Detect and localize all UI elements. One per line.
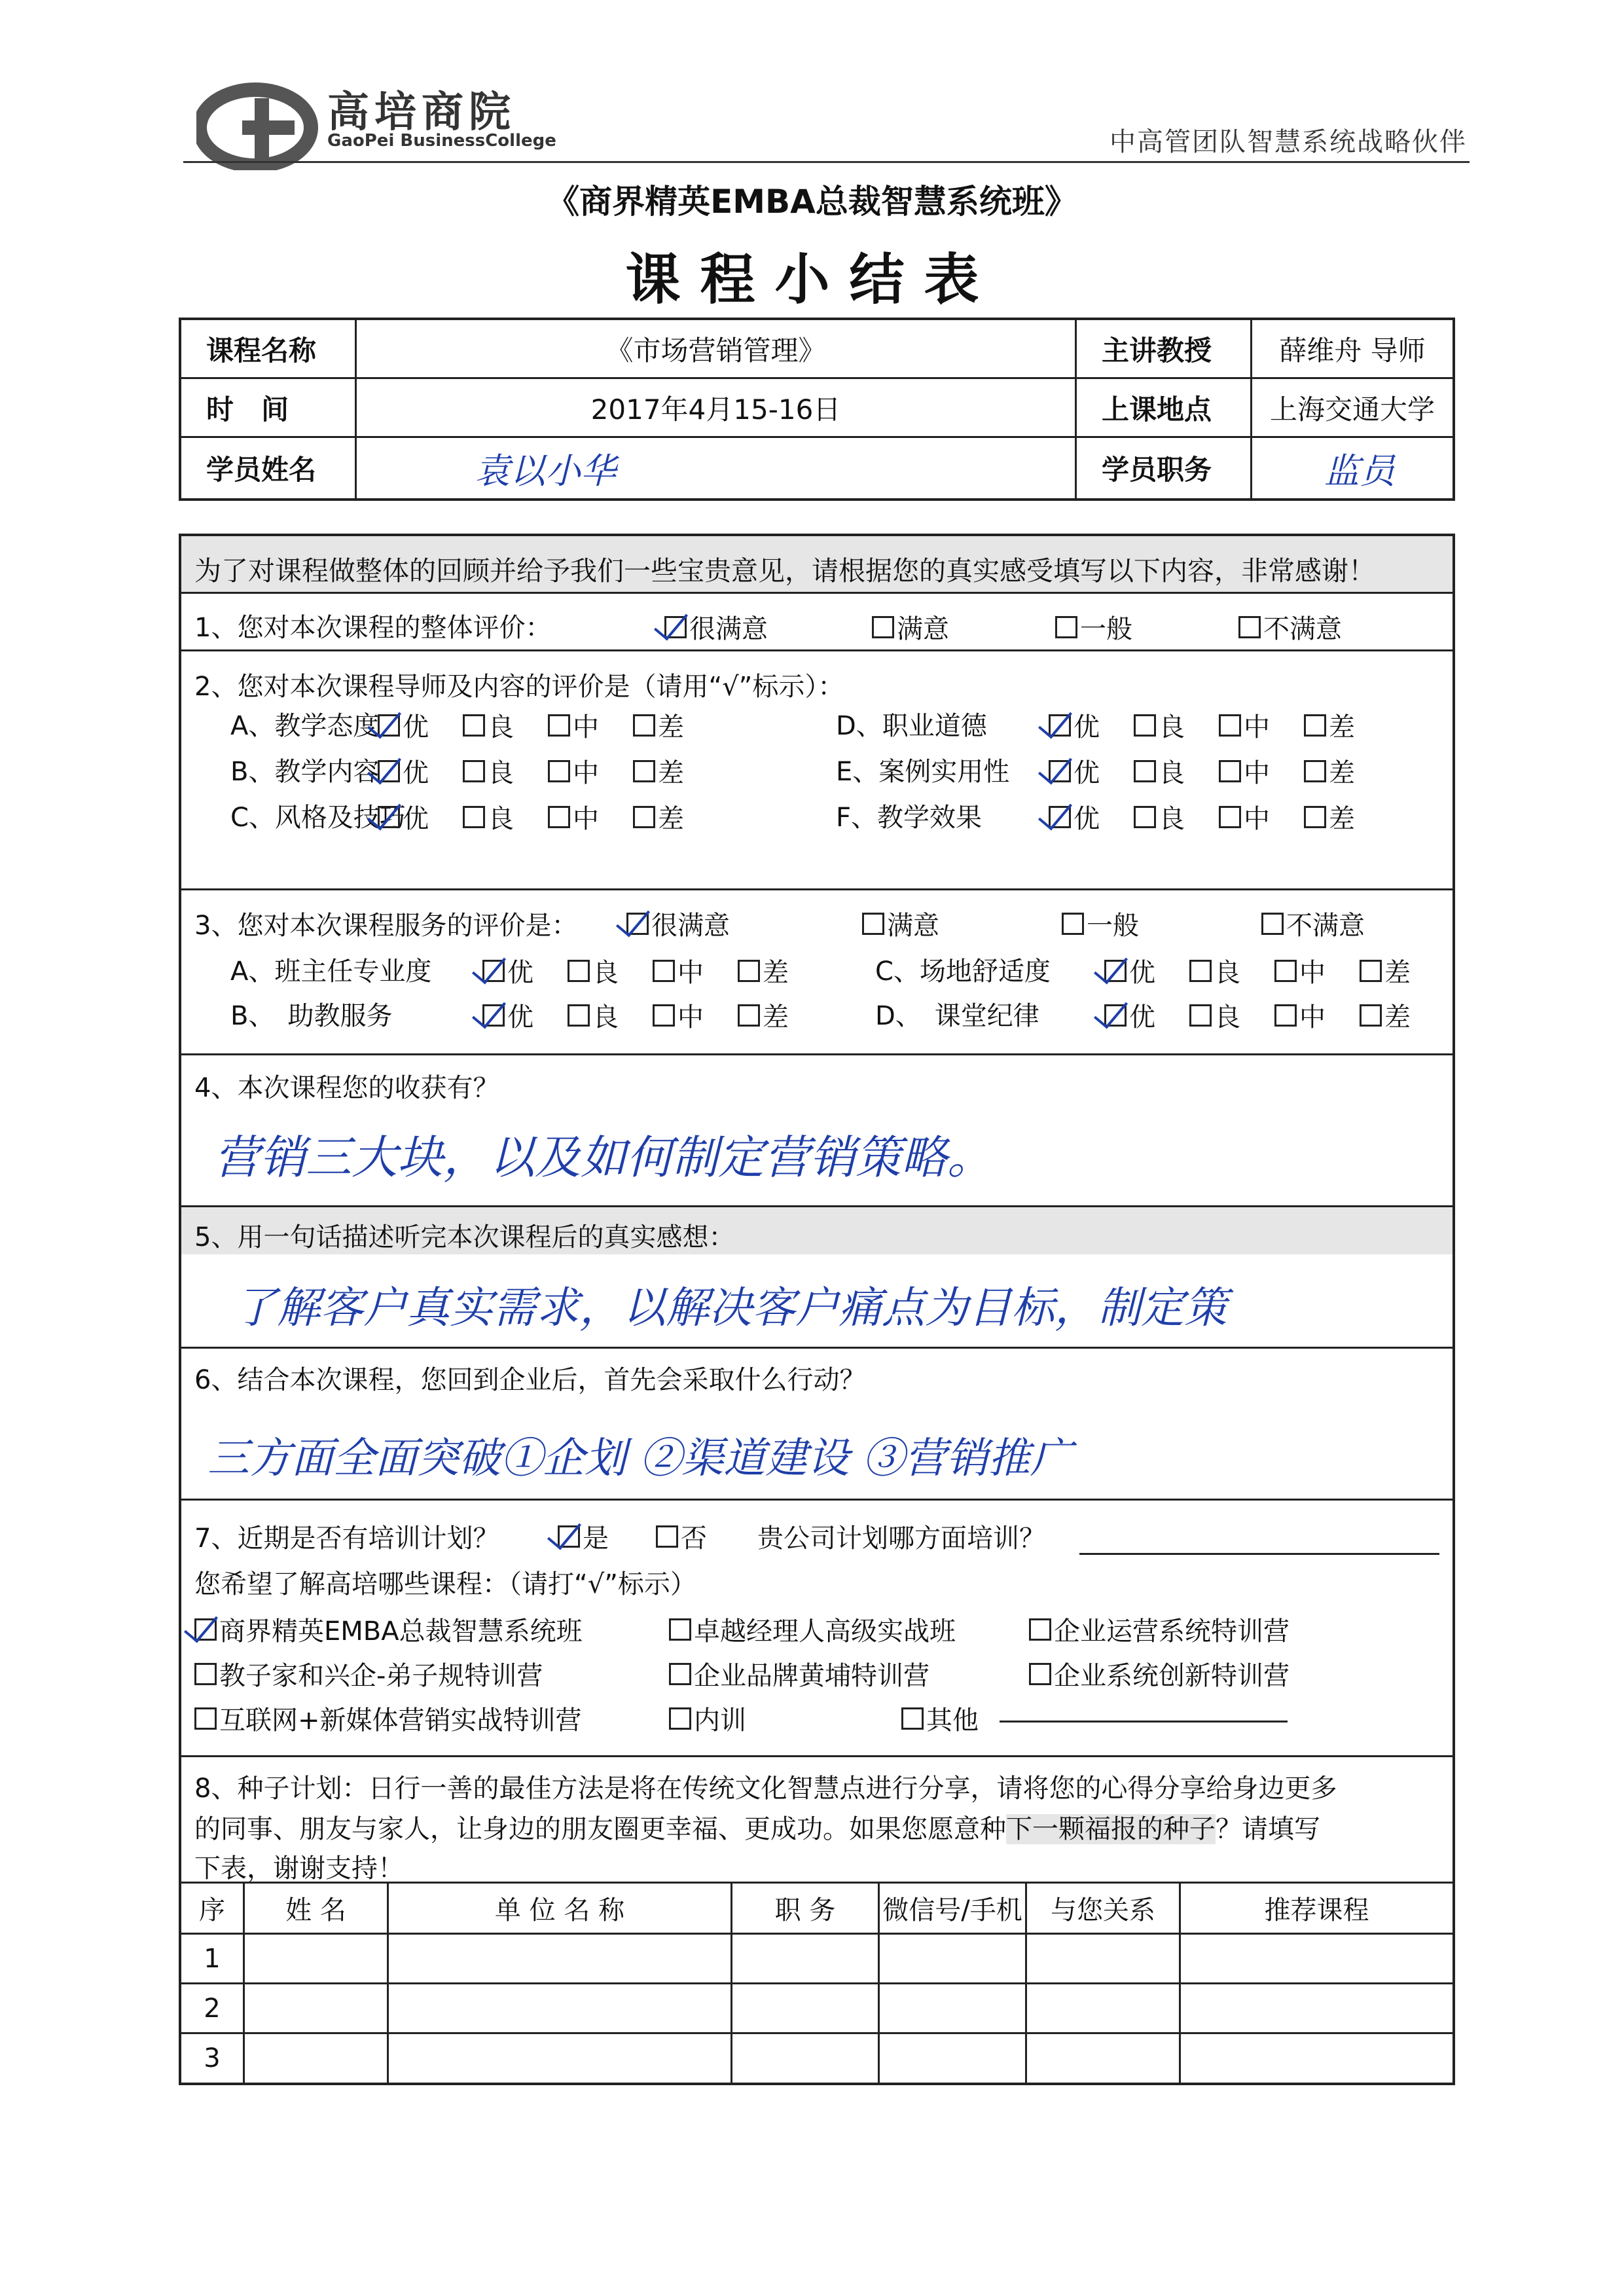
q2-grade-option[interactable]: 差	[1304, 798, 1355, 835]
checkbox-checked-icon[interactable]	[1049, 714, 1071, 737]
checkbox-icon[interactable]	[1189, 1004, 1212, 1027]
seed-table-cell[interactable]	[1027, 2034, 1181, 2083]
seed-column-header: 微信号/手机	[880, 1884, 1027, 1933]
checkbox-icon[interactable]	[1360, 1004, 1382, 1027]
checkbox-icon[interactable]	[1029, 1618, 1051, 1641]
seed-table-cell[interactable]	[389, 1984, 732, 2032]
checkbox-icon[interactable]	[738, 1004, 760, 1027]
q2-grade-option[interactable]: 优	[378, 706, 429, 744]
checkbox-icon[interactable]	[1304, 760, 1326, 782]
survey-intro	[181, 536, 1453, 594]
student-name-field[interactable]: 袁以小华	[357, 438, 1077, 498]
q3-section	[181, 890, 1453, 1055]
q2-grade-option[interactable]: 差	[1304, 752, 1355, 790]
q2-grade-option[interactable]: 中	[548, 706, 599, 744]
checkbox-icon[interactable]	[548, 714, 570, 737]
student-name-label: 学员姓名	[181, 438, 357, 498]
q1-option-unsatisfied[interactable]: 不满意	[1238, 608, 1342, 646]
checkbox-icon[interactable]	[1062, 913, 1084, 935]
q2-grade-option[interactable]: 中	[1219, 706, 1270, 744]
info-row	[181, 438, 1453, 498]
checkbox-icon[interactable]	[862, 913, 884, 935]
q3-grade-option[interactable]: 良	[1189, 952, 1240, 989]
checkbox-icon[interactable]	[548, 806, 570, 828]
q2-grade-option[interactable]: 中	[548, 798, 599, 835]
course-name-value[interactable]: 《市场营销管理》	[357, 320, 1077, 377]
checkbox-checked-icon[interactable]	[194, 1618, 217, 1641]
q8-text-line-3: 下表，谢谢支持！	[194, 1853, 404, 1884]
header-divider	[183, 161, 1470, 163]
seed-table-cell[interactable]	[389, 2034, 732, 2083]
q2-grade-option[interactable]: 中	[1219, 752, 1270, 790]
q7-course-option[interactable]: 教子家和兴企-弟子规特训营	[194, 1655, 543, 1692]
page-title: 课程小结表	[625, 247, 999, 312]
venue-label: 上课地点	[1077, 379, 1252, 436]
q2-grade-option[interactable]: 优	[1049, 752, 1100, 790]
seed-column-header: 单 位 名 称	[389, 1884, 732, 1933]
checkbox-icon[interactable]	[1029, 1663, 1051, 1685]
q3-item-label: A、班主任专业度	[230, 957, 432, 987]
seed-table-cell[interactable]	[1027, 1984, 1181, 2032]
seed-column-header: 推荐课程	[1264, 1895, 1369, 1925]
q2-grade-option[interactable]: 良	[463, 752, 514, 790]
checkbox-checked-icon[interactable]	[558, 1525, 580, 1548]
q3-grade-option[interactable]: 中	[1274, 996, 1326, 1034]
checkbox-icon[interactable]	[463, 806, 485, 828]
checkbox-checked-icon[interactable]	[1049, 806, 1071, 828]
q3-item-label: D、 课堂纪律	[875, 1001, 1039, 1031]
intro-text: 为了对课程做整体的回顾并给予我们一些宝贵意见，请根据您的真实感受填写以下内容，非常感谢！	[194, 555, 1375, 587]
q2-grade-option[interactable]: 优	[1049, 706, 1100, 744]
checkbox-checked-icon[interactable]	[378, 714, 400, 737]
checkbox-icon[interactable]	[1219, 760, 1241, 782]
q3-item-label: C、场地舒适度	[875, 957, 1051, 987]
seed-table-cell[interactable]	[389, 1935, 732, 1982]
q3-grade-option[interactable]: 中	[653, 952, 704, 989]
seed-column-header: 与您关系	[1027, 1884, 1181, 1933]
checkbox-icon[interactable]	[1134, 806, 1156, 828]
course-name-label: 课程名称	[181, 320, 357, 377]
q1-section	[181, 594, 1453, 651]
checkbox-checked-icon[interactable]	[378, 806, 400, 828]
q1-option-very-satisfied[interactable]: 很满意	[664, 608, 768, 646]
checkbox-icon[interactable]	[1189, 960, 1212, 982]
seed-table-cell[interactable]	[1181, 1984, 1453, 2032]
checkbox-icon[interactable]	[1238, 616, 1261, 638]
checkbox-icon[interactable]	[463, 714, 485, 737]
q5-label: 5、用一句话描述听完本次课程后的真实感想：	[194, 1222, 735, 1252]
q6-answer[interactable]: 三方面全面突破①企划 ②渠道建设 ③营销推广	[208, 1434, 1072, 1483]
q4-section	[181, 1055, 1453, 1207]
q7-section	[181, 1501, 1453, 1757]
checkbox-icon[interactable]	[194, 1707, 217, 1730]
checkbox-checked-icon[interactable]	[1104, 960, 1127, 982]
q7-course-option[interactable]: 互联网+新媒体营销实战特训营	[194, 1700, 582, 1737]
table-row	[181, 1982, 1453, 2032]
seed-column-header: 姓 名	[245, 1884, 389, 1933]
time-label: 时 间	[181, 379, 357, 436]
q8-text-line-2: 的同事、朋友与家人，让身边的朋友圈更幸福、更成功。如果您愿意种下一颗福报的种子？请填写	[194, 1814, 1320, 1844]
q2-section	[181, 651, 1453, 890]
checkbox-icon[interactable]	[568, 1004, 590, 1027]
checkbox-icon[interactable]	[633, 760, 655, 782]
q7-which-input-line[interactable]	[1079, 1553, 1439, 1555]
venue-value[interactable]: 上海交通大学	[1269, 393, 1435, 426]
q3-grade-option[interactable]: 差	[738, 996, 789, 1034]
q5-answer[interactable]: 了解客户真实需求，以解决客户痛点为目标，制定策	[234, 1283, 1227, 1333]
q3-grade-option[interactable]: 优	[482, 996, 533, 1034]
q2-grade-option[interactable]: 差	[633, 752, 684, 790]
q3-grade-option[interactable]: 差	[738, 952, 789, 989]
checkbox-icon[interactable]	[653, 1004, 675, 1027]
checkbox-checked-icon[interactable]	[1049, 760, 1071, 782]
q7-course-option[interactable]: 企业运营系统特训营	[1029, 1611, 1290, 1648]
seed-table-cell[interactable]	[732, 1935, 880, 1982]
lecturer-label: 主讲教授	[1077, 320, 1252, 377]
q2-grade-option[interactable]: 良	[463, 798, 514, 835]
q2-label: 2、您对本次课程导师及内容的评价是（请用“√”标示）：	[194, 672, 844, 702]
seed-table-header	[181, 1882, 1453, 1933]
q2-item-label: E、案例实用性	[836, 757, 1010, 787]
table-row	[181, 2032, 1453, 2083]
q7-course-option[interactable]: 商界精英EMBA总裁智慧系统班	[194, 1611, 583, 1648]
checkbox-icon[interactable]	[653, 960, 675, 982]
checkbox-icon[interactable]	[1274, 1004, 1297, 1027]
q3-grade-option[interactable]: 优	[1104, 996, 1155, 1034]
q2-grade-option[interactable]: 优	[378, 752, 429, 790]
seed-table-cell[interactable]	[1181, 1935, 1453, 1982]
q7-other-input-line[interactable]	[1000, 1721, 1288, 1722]
seed-table-cell[interactable]	[245, 1984, 389, 2032]
q6-label: 6、结合本次课程，您回到企业后，首先会采取什么行动？	[194, 1365, 866, 1395]
q2-item-label: C、风格及技巧	[230, 803, 406, 833]
checkbox-icon[interactable]	[633, 714, 655, 737]
checkbox-icon[interactable]	[1261, 913, 1284, 935]
q2-grade-option[interactable]: 差	[1304, 706, 1355, 744]
q3-grade-option[interactable]: 良	[568, 952, 619, 989]
slogan: 中高管团队智慧系统战略伙伴	[1110, 127, 1467, 157]
q3-grade-option[interactable]: 良	[1189, 996, 1240, 1034]
q2-grade-option[interactable]: 中	[1219, 798, 1270, 835]
checkbox-icon[interactable]	[1134, 714, 1156, 737]
checkbox-checked-icon[interactable]	[378, 760, 400, 782]
student-position-label: 学员职务	[1077, 438, 1252, 498]
checkbox-icon[interactable]	[1304, 714, 1326, 737]
seed-table-cell[interactable]	[1027, 1935, 1181, 1982]
seed-table-cell[interactable]	[880, 2034, 1027, 2083]
q2-grade-option[interactable]: 优	[378, 798, 429, 835]
seed-table-cell[interactable]	[732, 2034, 880, 2083]
checkbox-icon[interactable]	[1219, 806, 1241, 828]
time-value[interactable]: 2017年4月15-16日	[357, 379, 1077, 436]
checkbox-icon[interactable]	[1134, 760, 1156, 782]
q2-grade-option[interactable]: 良	[1134, 752, 1185, 790]
checkbox-icon[interactable]	[548, 760, 570, 782]
q3-grade-option[interactable]: 中	[1274, 952, 1326, 989]
seed-row-number: 2	[181, 1984, 245, 2032]
q2-grade-option[interactable]: 差	[633, 798, 684, 835]
q7-course-option[interactable]: 企业品牌黄埔特训营	[669, 1655, 929, 1692]
q5-section	[181, 1207, 1453, 1349]
survey-form	[179, 534, 1455, 2085]
brand-name: 高培商院	[327, 88, 516, 137]
q2-item-label: D、职业道德	[836, 711, 987, 741]
seed-table-cell[interactable]	[245, 1935, 389, 1982]
seed-table-cell[interactable]	[880, 1935, 1027, 1982]
q8-text-line-1: 8、种子计划：日行一善的最佳方法是将在传统文化智慧点进行分享，请将您的心得分享给身边更多	[194, 1774, 1337, 1804]
checkbox-icon[interactable]	[1304, 806, 1326, 828]
q8-section	[181, 1757, 1453, 1882]
q2-grade-option[interactable]: 良	[463, 706, 514, 744]
q3-grade-option[interactable]: 优	[1104, 952, 1155, 989]
course-info-table	[179, 318, 1455, 501]
q2-item-label: B、教学内容	[230, 757, 380, 787]
q4-label: 4、本次课程您的收获有？	[194, 1073, 499, 1103]
course-series-title: 《商界精英EMBA总裁智慧系统班》	[547, 183, 1077, 221]
checkbox-icon[interactable]	[872, 616, 894, 638]
q4-answer[interactable]: 营销三大块，以及如何制定营销策略。	[214, 1131, 993, 1184]
table-row	[181, 1933, 1453, 1982]
q2-grade-option[interactable]: 良	[1134, 798, 1185, 835]
q3-option-average[interactable]: 一般	[1062, 905, 1139, 942]
q1-option-satisfied[interactable]: 满意	[872, 608, 949, 646]
q2-grade-option[interactable]: 良	[1134, 706, 1185, 744]
info-row	[181, 379, 1453, 438]
checkbox-icon[interactable]	[656, 1525, 678, 1548]
q3-grade-option[interactable]: 差	[1360, 952, 1411, 989]
q7-course-option[interactable]: 其他	[901, 1700, 979, 1737]
q3-option-unsatisfied[interactable]: 不满意	[1261, 905, 1365, 942]
checkbox-icon[interactable]	[738, 960, 760, 982]
q1-option-average[interactable]: 一般	[1055, 608, 1132, 646]
lecturer-value[interactable]: 薛维舟 导师	[1279, 334, 1426, 367]
seed-column-header: 序	[181, 1884, 245, 1933]
q2-grade-option[interactable]: 差	[633, 706, 684, 744]
q7-no-option[interactable]: 否	[656, 1518, 707, 1555]
checkbox-checked-icon[interactable]	[482, 960, 505, 982]
checkbox-icon[interactable]	[1219, 714, 1241, 737]
q7-course-option[interactable]: 内训	[669, 1700, 746, 1737]
seed-column-header: 职 务	[732, 1884, 880, 1933]
seed-table-cell[interactable]	[880, 1984, 1027, 2032]
checkbox-icon[interactable]	[1360, 960, 1382, 982]
seed-table-cell[interactable]	[1181, 2034, 1453, 2083]
checkbox-icon[interactable]	[633, 806, 655, 828]
q1-label: 1、您对本次课程的整体评价：	[194, 613, 552, 643]
checkbox-icon[interactable]	[669, 1663, 691, 1685]
q6-section	[181, 1349, 1453, 1501]
q3-grade-option[interactable]: 良	[568, 996, 619, 1034]
q3-grade-option[interactable]: 中	[653, 996, 704, 1034]
checkbox-icon[interactable]	[1055, 616, 1077, 638]
q3-option-very-satisfied[interactable]: 很满意	[626, 905, 730, 942]
student-position-field[interactable]: 监员	[1324, 450, 1395, 492]
seed-referral-table	[181, 1882, 1453, 2083]
seed-table-cell[interactable]	[732, 1984, 880, 2032]
q2-grade-option[interactable]: 中	[548, 752, 599, 790]
q7-yes-option[interactable]: 是	[558, 1518, 609, 1555]
q7-which-label: 贵公司计划哪方面培训？	[757, 1523, 1045, 1554]
checkbox-icon[interactable]	[568, 960, 590, 982]
q2-item-label: A、教学态度	[230, 711, 380, 741]
checkbox-icon[interactable]	[194, 1663, 217, 1685]
q7-course-option[interactable]: 企业系统创新特训营	[1029, 1655, 1290, 1692]
checkbox-checked-icon[interactable]	[1104, 1004, 1127, 1027]
q2-item-label: F、教学效果	[836, 803, 983, 833]
seed-row-number: 1	[181, 1935, 245, 1982]
checkbox-icon[interactable]	[669, 1618, 691, 1641]
checkbox-icon[interactable]	[1274, 960, 1297, 982]
q3-grade-option[interactable]: 差	[1360, 996, 1411, 1034]
q3-label: 3、您对本次课程服务的评价是：	[194, 911, 578, 941]
q3-item-label: B、 助教服务	[230, 1001, 393, 1031]
q3-grade-option[interactable]: 优	[482, 952, 533, 989]
checkbox-checked-icon[interactable]	[626, 913, 649, 935]
seed-table-cell[interactable]	[245, 2034, 389, 2083]
checkbox-icon[interactable]	[669, 1707, 691, 1730]
checkbox-icon[interactable]	[463, 760, 485, 782]
checkbox-checked-icon[interactable]	[482, 1004, 505, 1027]
q8-highlight: 下一颗福报的种子	[1006, 1814, 1216, 1844]
info-row	[181, 320, 1453, 379]
checkbox-checked-icon[interactable]	[664, 616, 687, 638]
q7-course-option[interactable]: 卓越经理人高级实战班	[669, 1611, 956, 1648]
q7-label: 7、近期是否有培训计划？	[194, 1523, 499, 1554]
brand-subtitle: GaoPei BusinessCollege	[327, 131, 556, 151]
q2-grade-option[interactable]: 优	[1049, 798, 1100, 835]
seed-row-number: 3	[181, 2034, 245, 2083]
q7-courses-label: 您希望了解高培哪些课程：（请打“√”标示）	[194, 1569, 696, 1599]
q3-option-satisfied[interactable]: 满意	[862, 905, 939, 942]
checkbox-icon[interactable]	[901, 1707, 924, 1730]
